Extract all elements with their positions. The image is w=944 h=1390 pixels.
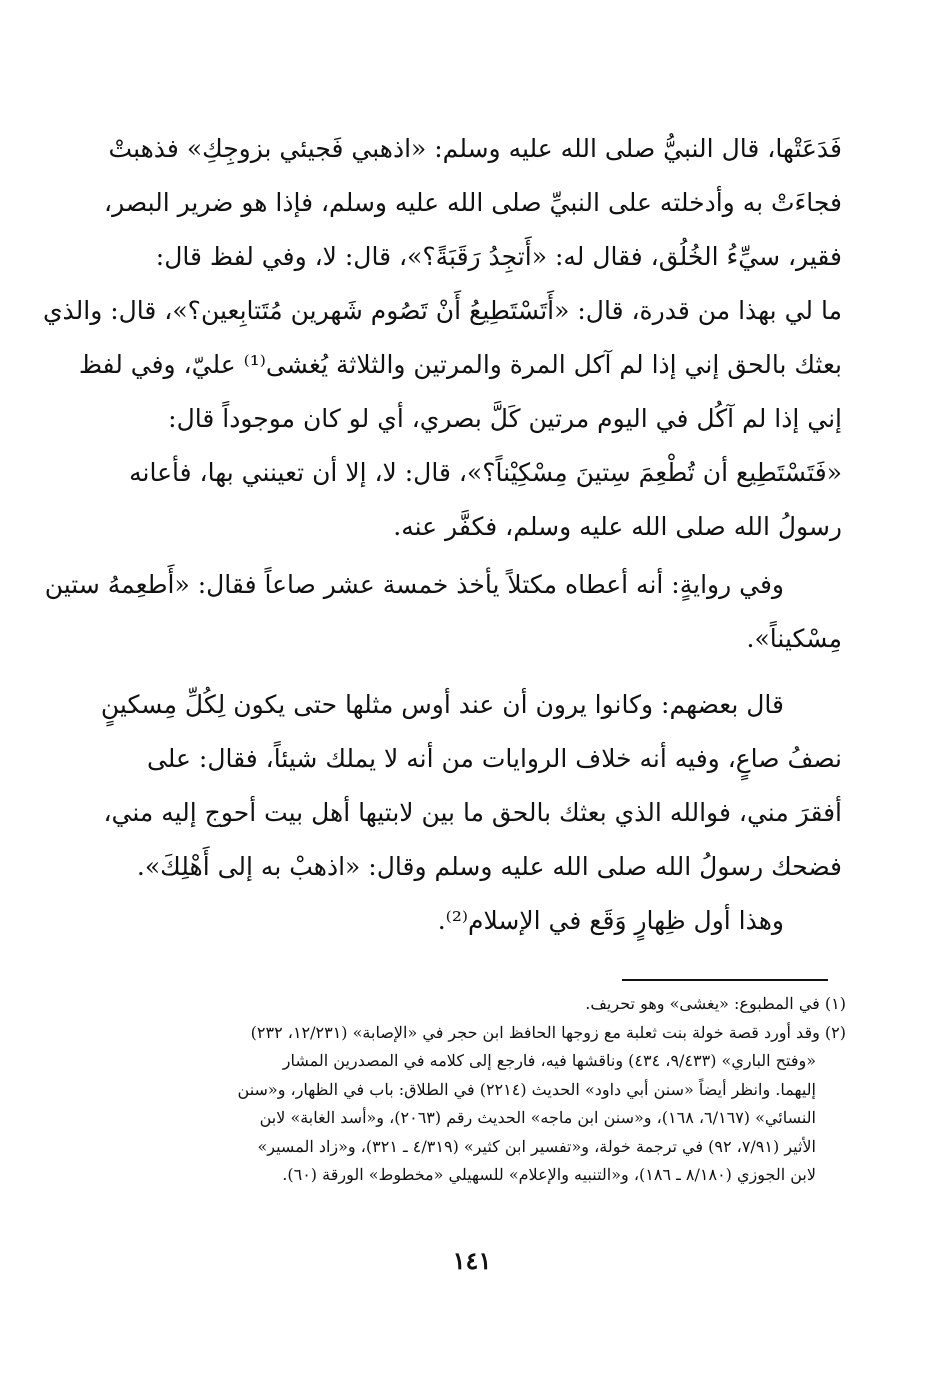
text-line: وفي روايةٍ: أنه أعطاه مكتلاً يأخذ خمسة عشر صاعاً فقال: «أَطعِمهُ ستين [44,570,784,599]
footnote-separator [622,979,828,981]
paragraph-gap [96,666,842,678]
footnote-line: الأثير (٧/٩١، ٩٢) في ترجمة خولة، و«تفسير ابن كثير» (٤/٣١٩ ـ ٣٢١)، و«زاد المسير» [257,1136,816,1156]
text-line: «فَتَسْتَطِيع أن تُطْعِمَ سِتينَ مِسْكِيْناً؟»، قال: لا، إلا أن تعينني بها، فأعانه [129,458,842,487]
footnote-line: لابن الجوزي (٨/١٨٠ ـ ١٨٦)، و«التنبيه والإعلام» للسهيلي «مخطوط» الورقة (٦٠). [282,1165,816,1184]
text-line: فضحك رسولُ الله صلى الله عليه وسلم وقال: «اذهبْ به إلى أَهْلِكَ». [136,852,842,881]
text-line: بعثك بالحق إني إذا لم آكل المرة والمرتين والثلاثة يُغشى⁽¹⁾ عليّ، وفي لفظ [78,350,842,379]
text-line: وهذا أول ظِهارٍ وَقَع في الإسلام⁽²⁾. [437,906,784,935]
text-line: أفقرَ مني، فوالله الذي بعثك بالحق ما بين لابتيها أهل بيت أحوج إليه مني، [103,798,842,827]
text-line: ما لي بهذا من قدرة، قال: «أَتَسْتَطِيعُ أَنْ تَصُوم شَهرين مُتَتابِعين؟»، قال: والذي [42,296,842,325]
text-line: مِسْكيناً». [746,624,842,653]
text-line: إني إذا لم آكُل في اليوم مرتين كَلَّ بصري، أي لو كان موجوداً قال: [168,404,842,433]
text-line: نصفُ صاعٍ، وفيه أنه خلاف الروايات من أنه لا يملك شيئاً، فقال: على [146,744,842,773]
text-line: فجاءَتْ به وأدخلته على النبيِّ صلى الله عليه وسلم، فإذا هو ضرير البصر، [104,188,842,217]
footnotes [96,990,846,1190]
text-line: فَدَعَتْها، قال النبيُّ صلى الله عليه وسلم: «اذهبي فَجيئي بزوجِكِ» فذهبتْ [108,134,842,163]
text-line: رسولُ الله صلى الله عليه وسلم، فكفَّر عنه. [393,512,842,541]
footnote-line: (١) في المطبوع: «يغشى» وهو تحريف. [585,994,846,1013]
footnote-line: إليهما. وانظر أيضاً «سنن أبي داود» الحديث (٢٢١٤) في الطلاق: باب في الظهار، و«سنن [237,1079,816,1099]
footnote-line: النسائي» (٦/١٦٧، ١٦٨)، و«سنن ابن ماجه» الحديث رقم (٢٠٦٣)، و«أسد الغابة» لابن [259,1108,816,1127]
footnote-line: «وفتح الباري» (٩/٤٣٣، ٤٣٤) وناقشها فيه، فارجع إلى كلامه في المصدرين المشار [282,1051,816,1070]
text-line: فقير، سيِّءُ الخُلُق، فقال له: «أَتجِدُ رَقَبَةً؟»، قال: لا، وفي لفظ قال: [155,242,842,271]
main-text [42,122,842,948]
text-line: قال بعضهم: وكانوا يرون أن عند أوس مثلها حتى يكون لِكُلِّ مِسكينٍ [100,690,784,719]
page-number: ١٤١ [452,1246,492,1275]
footnote-line: (٢) وقد أورد قصة خولة بنت ثعلبة مع زوجها الحافظ ابن حجر في «الإصابة» (١٢/٢٣١، ٢٣٢) [250,1022,846,1042]
